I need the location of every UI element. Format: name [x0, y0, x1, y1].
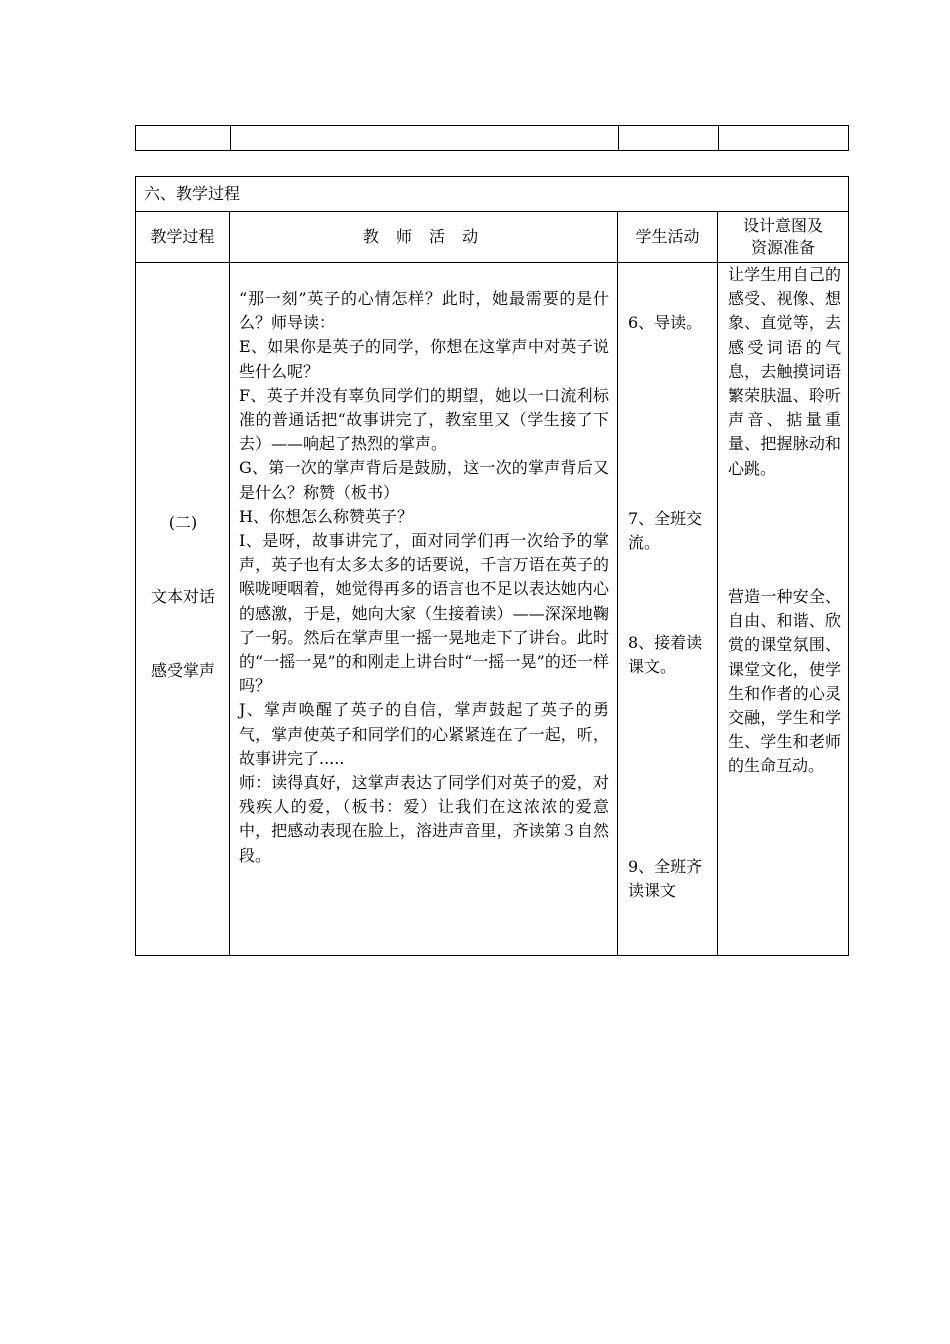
student-activity-item: 8、接着读课文。 [628, 633, 703, 677]
header-stage: 教学过程 [136, 212, 230, 263]
stage-title-line2: 感受掌声 [150, 661, 215, 680]
stage-cell [136, 263, 230, 956]
teacher-activity-cell [230, 263, 618, 956]
header-design-line1: 设计意图及 [743, 216, 824, 235]
header-design-line2: 资源准备 [751, 238, 816, 257]
teaching-process-table [135, 176, 849, 956]
fragment-divider [618, 126, 619, 150]
student-activity-item: 7、全班交流。 [628, 509, 703, 553]
student-activity-cell [618, 263, 718, 956]
design-intent-cell [718, 263, 849, 956]
teacher-paragraph: I、是呀，故事讲完了，面对同学们再一次给予的掌声，英子也有太多太多的话要说，千言万语在英子的喉咙哽咽着，她觉得再多的语言也不足以表达她内心的感激，于是，她向大家（生接着读）——深深地鞠了一躬。然后在掌声里一摇一晃地走下了讲台。此时的“一摇一晃”的和刚走上讲台时“一摇一晃”的还一样吗？ [239, 531, 609, 696]
previous-table-fragment [135, 125, 849, 151]
header-design-intent [718, 212, 849, 263]
stage-title-line1: 文本对话 [150, 587, 215, 606]
header-teacher-activity: 教 师 活 动 [230, 212, 618, 263]
stage-number: (二) [168, 513, 198, 532]
section-title: 六、教学过程 [136, 177, 849, 212]
teacher-paragraph: F、英子并没有辜负同学们的期望，她以一口流利标准的普通话把“故事讲完了，教室里又（学生接了下去）——响起了热烈的掌声。 [239, 385, 609, 454]
design-note: 营造一种安全、自由、和谐、欣赏的课堂氛围、课堂文化，使学生和作者的心灵交融，学生和学生、学生和老师的生命互动。 [728, 587, 842, 776]
student-activity-item: 9、全班齐读课文 [628, 857, 703, 901]
fragment-divider [718, 126, 719, 150]
fragment-divider [230, 126, 231, 150]
design-note: 让学生用自己的感受、视像、想象、直觉等，去感受词语的气息，去触摸词语繁荣肤温、聆听声音、掂量重量、把握脉动和心跳。 [728, 265, 842, 478]
teacher-paragraph: H、你想怎么称赞英子？ [239, 506, 413, 526]
teacher-paragraph: G、第一次的掌声背后是鼓励，这一次的掌声背后又是什么？称赞（板书） [239, 458, 609, 502]
teacher-paragraph: E、如果你是英子的同学，你想在这掌声中对英子说些什么呢？ [239, 337, 609, 381]
teacher-paragraph: J、掌声唤醒了英子的自信，掌声鼓起了英子的勇气，掌声使英子和同学们的心紧紧连在了一起，听，故事讲完了..... [239, 700, 609, 768]
teacher-paragraph: “那一刻”英子的心情怎样？此时，她最需要的是什么？师导读： [239, 289, 609, 333]
header-student-activity: 学生活动 [618, 212, 718, 263]
teacher-paragraph: 师：读得真好，这掌声表达了同学们对英子的爱，对残疾人的爱，（板书：爱）让我们在这浓浓的爱意中，把感动表现在脸上，溶进声音里，齐读第３自然段。 [239, 773, 609, 865]
student-activity-item: 6、导读。 [628, 313, 703, 332]
